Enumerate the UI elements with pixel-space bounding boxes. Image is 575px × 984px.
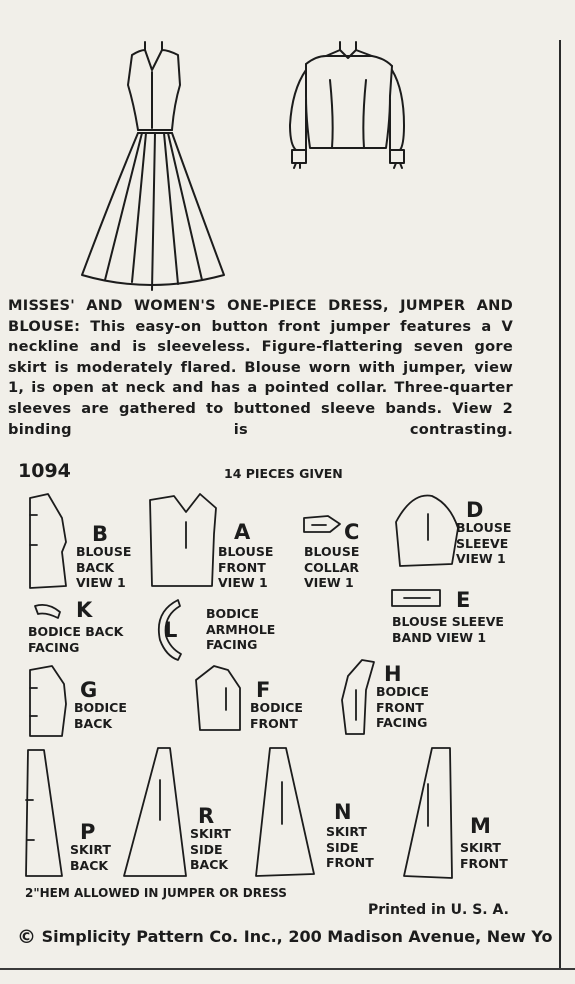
piece-label-l: BODICE ARMHOLE FACING [206, 606, 276, 652]
printed-in-usa: Printed in U. S. A. [368, 902, 509, 918]
piece-label-b: BLOUSE BACK VIEW 1 [76, 544, 132, 590]
piece-letter-e: E [456, 588, 471, 612]
description-title: MISSES' AND WOMEN'S ONE-PIECE DRESS, JUMPER AND BLOUSE: [8, 297, 513, 335]
jumper-dress-illustration [82, 42, 224, 290]
piece-letter-h: H [384, 662, 402, 686]
piece-label-c: BLOUSE COLLAR VIEW 1 [304, 544, 360, 590]
hem-note: 2"HEM ALLOWED IN JUMPER OR DRESS [25, 886, 287, 900]
piece-letter-g: G [80, 678, 98, 702]
piece-label-e: BLOUSE SLEEVE BAND VIEW 1 [392, 614, 504, 645]
publisher-text: Simplicity Pattern Co. Inc., 200 Madison Avenue, New Yo [41, 927, 553, 946]
piece-letter-l: L [164, 618, 178, 642]
piece-label-f: BODICE FRONT [250, 700, 303, 731]
copyright-icon: © [17, 926, 36, 948]
piece-label-n: SKIRT SIDE FRONT [326, 824, 374, 870]
pieces-given: 14 PIECES GIVEN [224, 466, 343, 481]
piece-letter-k: K [76, 598, 93, 622]
piece-label-m: SKIRT FRONT [460, 840, 508, 871]
piece-label-a: BLOUSE FRONT VIEW 1 [218, 544, 274, 590]
publisher-footer [17, 926, 553, 948]
piece-label-d: BLOUSE SLEEVE VIEW 1 [456, 520, 512, 566]
piece-letter-a: A [234, 520, 251, 544]
piece-letter-f: F [256, 678, 271, 702]
piece-label-r: SKIRT SIDE BACK [190, 826, 231, 872]
piece-letter-d: D [466, 498, 484, 522]
piece-letter-m: M [470, 814, 491, 838]
blouse-illustration [290, 42, 404, 168]
piece-label-p: SKIRT BACK [70, 842, 111, 873]
piece-letter-p: P [80, 820, 96, 844]
piece-label-h: BODICE FRONT FACING [376, 684, 429, 730]
piece-label-g: BODICE BACK [74, 700, 127, 731]
pattern-description [8, 296, 513, 440]
piece-letter-b: B [92, 522, 109, 546]
piece-letter-r: R [198, 804, 215, 828]
piece-label-k: BODICE BACK FACING [28, 624, 124, 655]
piece-letter-c: C [344, 520, 360, 544]
piece-letter-n: N [334, 800, 352, 824]
pattern-number: 1094 [18, 460, 71, 482]
description-text: This easy-on button front jumper features a V neckline and is sleeveless. Figure-flattering seven gore skirt is moderately flared. Blouse worn with jumper, view 1, is open at neck and has a pointed collar. Three-quarter sleeves are gathered to buttoned sleeve bands. View 2 binding is contrasting. [8, 317, 513, 438]
